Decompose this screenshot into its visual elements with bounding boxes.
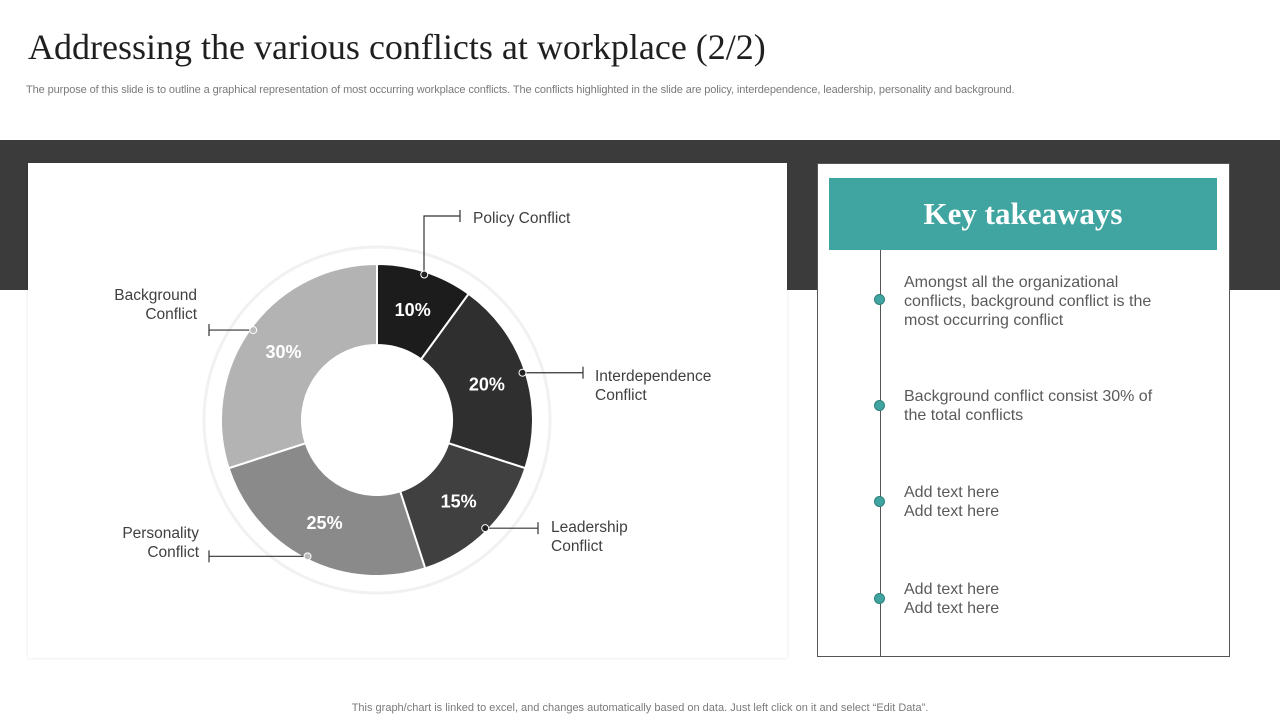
timeline-dot-icon	[874, 593, 885, 604]
slide-title: Addressing the various conflicts at workplace (2/2)	[28, 27, 766, 67]
footer-note: This graph/chart is linked to excel, and changes automatically based on data. Just left click on it and select “Edit Data”.	[351, 702, 929, 714]
takeaway-text-4: Add text here Add text here	[904, 581, 1000, 617]
category-label-interdependence-conflict: Interdependence Conflict	[595, 368, 712, 404]
leader-dot-personality-conflict	[304, 553, 311, 560]
slide-subtitle: The purpose of this slide is to outline a graphical representation of most occurring workplace conflicts. The conflicts highlighted in the slide are policy, interdependence, leadership, personality and background.	[26, 84, 1015, 96]
takeaway-text-2: Background conflict consist 30% of the total conflicts	[904, 388, 1153, 424]
category-label-background-conflict: Background Conflict	[114, 287, 197, 323]
donut-chart[interactable]	[28, 163, 787, 658]
leader-dot-interdependence-conflict	[519, 369, 526, 376]
timeline-dot-icon	[874, 496, 885, 507]
takeaway-text-3: Add text here Add text here	[904, 484, 1000, 520]
takeaways-heading: Key takeaways	[829, 178, 1217, 250]
category-label-leadership-conflict: Leadership Conflict	[551, 519, 628, 555]
timeline-dot-icon	[874, 294, 885, 305]
value-label-background-conflict: 30%	[265, 342, 302, 363]
value-label-policy-conflict: 10%	[394, 300, 431, 321]
leader-dot-background-conflict	[250, 327, 257, 334]
value-label-interdependence-conflict: 20%	[468, 374, 505, 395]
value-label-leadership-conflict: 15%	[440, 491, 477, 512]
value-label-personality-conflict: 25%	[306, 512, 343, 533]
slice-background-conflict[interactable]	[221, 264, 377, 468]
category-label-policy-conflict: Policy Conflict	[473, 210, 571, 227]
leader-dot-policy-conflict	[421, 271, 428, 278]
category-label-personality-conflict: Personality Conflict	[122, 525, 199, 561]
timeline-dot-icon	[874, 400, 885, 411]
takeaways-panel	[817, 163, 1230, 657]
takeaway-text-1: Amongst all the organizational conflicts, background conflict is the most occurring conflict	[904, 274, 1152, 329]
chart-panel[interactable]	[28, 163, 787, 658]
leader-dot-leadership-conflict	[482, 525, 489, 532]
